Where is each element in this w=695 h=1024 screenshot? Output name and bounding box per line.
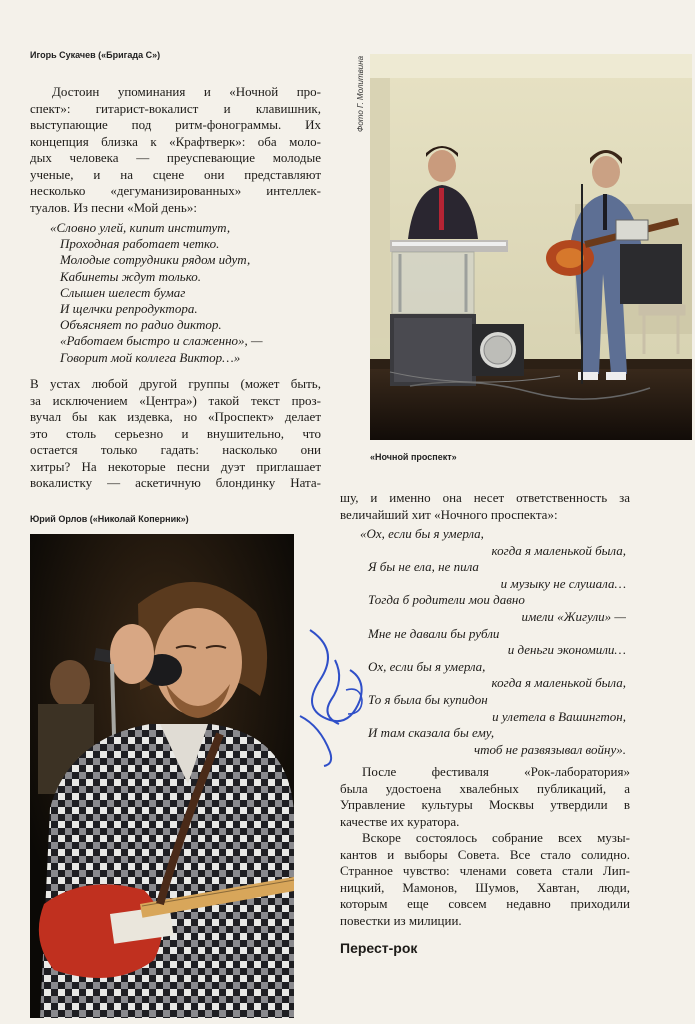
line: хитры? На некоторые песни дуэт приглашает xyxy=(30,458,321,474)
autograph xyxy=(290,620,370,770)
line: шу, и именно она несет ответственность за xyxy=(340,490,630,505)
paragraph-4 xyxy=(340,764,630,830)
paragraph-3 xyxy=(340,490,630,523)
line: кантов и выборы Совета. Все стало солидно. xyxy=(340,846,630,862)
line: повестки из милиции. xyxy=(340,912,462,928)
poem-line: И там сказала бы ему, xyxy=(368,725,495,741)
line: ницкий, Мамонов, Шумов, Хавтан, люди, xyxy=(340,879,630,895)
photo-credit: Фото Г. Молитвина xyxy=(356,55,365,132)
signature-scribble xyxy=(290,620,370,770)
poem-line: Говорит мой коллега Виктор…» xyxy=(60,349,241,365)
poem-line: и музыку не слушала… xyxy=(500,575,626,591)
poem-line: чтоб не развязывал войну». xyxy=(473,741,626,757)
line: ученые, и на сцене они представляют xyxy=(30,166,321,182)
line: была удостоена хвалебных публикаций, а xyxy=(340,780,630,796)
poem-line: Мне не давали бы рубли xyxy=(368,625,500,641)
line: Достоин упоминания и «Ночной про- xyxy=(52,84,321,99)
poem-line: «Словно улей, кипит институт, xyxy=(50,220,231,235)
line: В устах любой другой группы (может быть, xyxy=(30,376,321,391)
band-photo-illustration xyxy=(370,54,692,440)
poem-line: Объясняет по радио диктор. xyxy=(60,317,222,333)
orlov-photo-illustration xyxy=(30,534,294,1018)
line: Вскоре состоялось собрание всех музы- xyxy=(362,830,630,845)
paragraph-1 xyxy=(30,84,321,216)
line: туалов. Из песни «Мой день»: xyxy=(30,199,197,215)
poem-line: «Ох, если бы я умерла, xyxy=(360,526,484,541)
line: Управление культуры Москвы утвердили в xyxy=(340,797,630,812)
poem-line: То я была бы купидон xyxy=(368,691,488,707)
poem-line: когда я маленькой была, xyxy=(491,675,626,691)
poem-line: Проходная работает четко. xyxy=(60,236,220,252)
line: несколько «дегуманизированных» интеллек- xyxy=(30,183,321,198)
poem-line: Ох, если бы я умерла, xyxy=(368,658,486,674)
poem-line: Молодые сотрудники рядом идут, xyxy=(60,252,251,268)
poem-line: Слышен шелест бумаг xyxy=(60,284,186,300)
line: концепция близка к «Крафтверк»: оба моло- xyxy=(30,133,321,149)
line: дых человека — преуспевающие молодые xyxy=(30,150,321,165)
poem-line: Тогда б родители мои давно xyxy=(368,592,525,608)
line: После фестиваля «Рок-лаборатория» xyxy=(362,764,630,779)
line: это столь серьезно и внушительно, что xyxy=(30,425,321,441)
paragraph-2 xyxy=(30,376,321,492)
caption-orlov: Юрий Орлов («Николай Коперник») xyxy=(30,514,189,524)
line: вучал бы как издевка, но «Проспект» делает xyxy=(30,409,321,424)
line: остается только гадать: насколько они xyxy=(30,442,321,457)
poem-line: когда я маленькой была, xyxy=(491,542,626,558)
photo-yuri-orlov xyxy=(30,534,294,1018)
line: качестве их куратора. xyxy=(340,813,460,829)
poem-hit xyxy=(360,526,630,758)
section-heading: Перест-рок xyxy=(340,940,418,956)
poem-line: Я бы не ела, не пила xyxy=(368,559,479,575)
poem-line: и деньги экономили… xyxy=(507,642,626,658)
poem-line: И щелчки репродуктора. xyxy=(60,301,198,317)
poem-line: имели «Жигули» — xyxy=(521,608,626,624)
line: вокалистку — аскетичную блондинку Ната- xyxy=(30,475,321,490)
caption-sukachev: Игорь Сукачев («Бригада С») xyxy=(30,50,161,60)
line: которым еще совсем недавно приходили xyxy=(340,896,630,911)
line: Странное чувство: членами совета стали Лип- xyxy=(340,863,630,878)
poem-my-day xyxy=(50,220,325,366)
poem-line: и улетела в Вашингтон, xyxy=(492,708,626,724)
photo-night-prospect xyxy=(370,54,692,440)
line: выступающие под ритм-фонограммы. Их xyxy=(30,117,321,132)
poem-line: «Работаем быстро и слаженно», — xyxy=(60,333,263,349)
line: спект»: гитарист-вокалист и клавишник, xyxy=(30,100,321,116)
line: за исключением «Центра») такой текст проз- xyxy=(30,392,321,408)
caption-night-prospect: «Ночной проспект» xyxy=(370,452,457,462)
paragraph-5 xyxy=(340,830,630,929)
poem-line: Кабинеты ждут только. xyxy=(60,268,202,284)
line: величайший хит «Ночного проспекта»: xyxy=(340,506,558,522)
